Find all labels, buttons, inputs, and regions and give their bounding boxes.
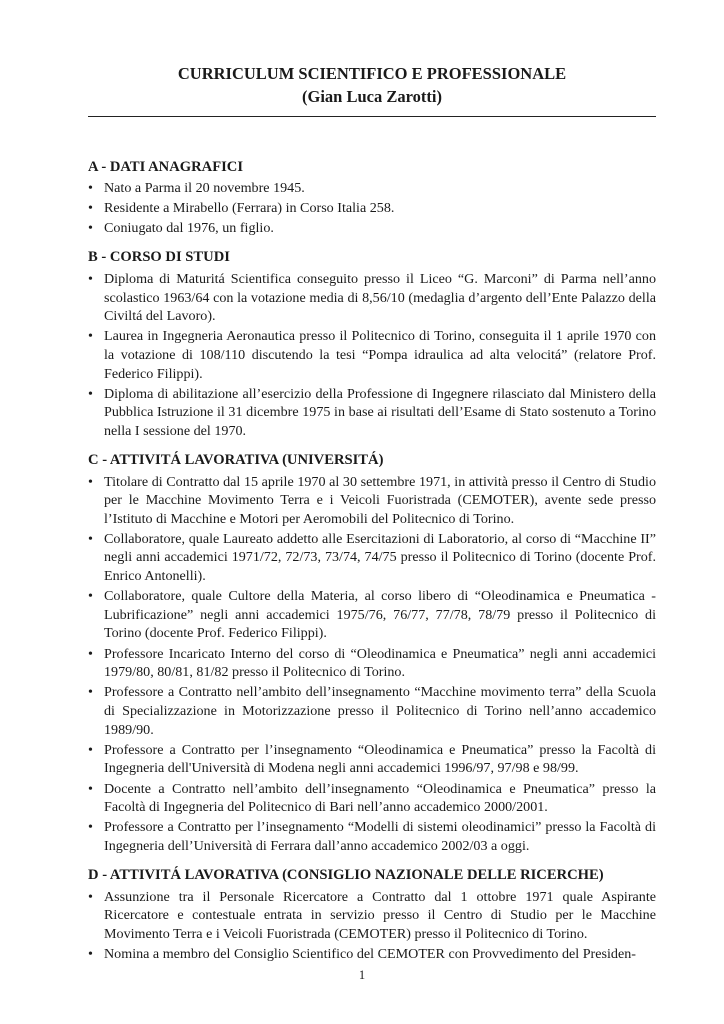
list-item (88, 945, 656, 964)
list-item-text: Titolare di Contratto dal 15 aprile 1970 al 30 settembre 1971, in attività presso il Centro di Studio per le Macchine Movimento Terra e i Veicoli Fuoristrada (CEMOTER), avente sede presso l’Istituto di Macchine e Motori per Aeromobili del Politecnico di Torino. (104, 473, 656, 527)
list-item (88, 199, 656, 218)
bullet-icon: • (88, 530, 93, 547)
list-item (88, 327, 656, 383)
document-subtitle: (Gian Luca Zarotti) (302, 87, 442, 106)
document-title: CURRICULUM SCIENTIFICO E PROFESSIONALE (177, 64, 567, 83)
list-item (88, 219, 656, 238)
list-item-text: Assunzione tra il Personale Ricercatore a Contratto dal 1 ottobre 1971 quale Aspirante Ricercatore e contestuale entrata in servizio presso il Centro di Studio per le Macchine Movimento Terra e i Veicoli Fuoristrada (CEMOTER) presso il Politecnico di Torino. (104, 888, 656, 942)
list-item (88, 683, 656, 739)
section-list (88, 270, 656, 441)
list-item-text: Collaboratore, quale Laureato addetto alle Esercitazioni di Laboratorio, al corso di “Macchine II” negli anni accademici 1971/72, 72/73, 73/74, 74/75 presso il Politecnico di Torino (docente Prof. Enrico Antonelli). (104, 530, 656, 585)
bullet-icon: • (88, 180, 93, 196)
bullet-icon: • (88, 328, 93, 345)
bullet-icon: • (88, 588, 93, 605)
list-item (88, 587, 656, 643)
list-item (88, 741, 656, 778)
list-item-text: Collaboratore, quale Cultore della Materia, al corso libero di “Oleodinamica e Pneumatica - Lubrificazione” negli anni accademici 1975/76, 76/77, 77/78, 78/79 presso il Politecnico di Torino (docente Prof. Federico Filippi). (104, 588, 656, 642)
bullet-icon: • (88, 819, 93, 836)
section-list (88, 888, 656, 964)
list-item (88, 888, 656, 944)
list-item (88, 385, 656, 441)
section-heading-dati-anagrafici: A - DATI ANAGRAFICI (88, 159, 244, 175)
list-item (88, 780, 656, 817)
sections-container (88, 157, 656, 964)
list-item-text: Diploma di abilitazione all’esercizio della Professione di Ingegnere rilasciato dal Ministero della Pubblica Istruzione il 31 dicembre 1975 in base ai risultati dell’Esame di Stato sostenuto a Torino nella I sessione del 1970. (104, 385, 656, 439)
bullet-icon: • (88, 473, 93, 490)
list-item-text: Professore Incaricato Interno del corso di “Oleodinamica e Pneumatica” negli anni accademici 1979/80, 80/81, 81/82 presso il Politecnico di Torino. (104, 645, 656, 681)
list-item-text: Professore a Contratto per l’insegnamento “Modelli di sistemi oleodinamici” presso la Facoltà di Ingegneria dell’Università di Ferrara dall’anno accademico 2002/03 a oggi. (104, 819, 656, 854)
list-item (88, 179, 656, 198)
page-number: 1 (358, 968, 366, 982)
section-heading-attivita-cnr: D - ATTIVITÁ LAVORATIVA (CONSIGLIO NAZIONALE DELLE RICERCHE) (88, 866, 604, 883)
bullet-icon: • (88, 684, 93, 701)
title-divider (88, 116, 656, 117)
list-item-text: Nomina a membro del Consiglio Scientifico del CEMOTER con Provvedimento del Presiden- (104, 945, 636, 962)
list-item-text: Nato a Parma il 20 novembre 1945. (104, 180, 305, 196)
bullet-icon: • (88, 780, 93, 797)
list-item-text: Diploma di Maturitá Scientifica conseguito presso il Liceo “G. Marconi” di Parma nell’anno scolastico 1963/64 con la votazione media di 8,56/10 (medaglia d’argento dell’Ente Palazzo della Civiltá del Lavoro). (104, 270, 656, 325)
bullet-icon: • (88, 385, 93, 402)
bullet-icon: • (88, 220, 93, 237)
section-list (88, 179, 656, 238)
list-item-text: Professore a Contratto per l’insegnamento “Oleodinamica e Pneumatica” presso la Facoltà di Ingegneria dell'Università di Modena negli anni accademici 1996/97, 97/98 e 98/99. (104, 741, 656, 777)
bullet-icon: • (88, 741, 93, 758)
list-item-text: Professore a Contratto nell’ambito dell’insegnamento “Macchine movimento terra” della Scuola di Specializzazione in Motorizzazione presso il Politecnico di Torino nell’anno accademico 1989/90. (104, 684, 656, 738)
bullet-icon: • (88, 945, 93, 962)
list-item-text: Coniugato dal 1976, un figlio. (104, 220, 274, 237)
bullet-icon: • (88, 888, 93, 905)
list-item-text: Docente a Contratto nell’ambito dell’insegnamento “Oleodinamica e Pneumatica” presso la Facoltà di Ingegneria del Politecnico di Bari nell’anno accademico 2000/2001. (104, 780, 656, 816)
list-item (88, 645, 656, 682)
document-page (88, 62, 656, 965)
bullet-icon: • (88, 200, 93, 217)
bullet-icon: • (88, 645, 93, 662)
list-item-text: Residente a Mirabello (Ferrara) in Corso Italia 258. (104, 200, 395, 217)
section-list (88, 473, 656, 856)
list-item (88, 473, 656, 529)
list-item-text: Laurea in Ingegneria Aeronautica presso il Politecnico di Torino, conseguita il 1 aprile 1970 con la votazione di 108/110 discutendo la tesi “Pompa idraulica ad alta velocitá” (relatore Prof. Federico Filippi). (104, 328, 656, 382)
section-heading-attivita-universita: C - ATTIVITÁ LAVORATIVA (UNIVERSITÁ) (88, 451, 384, 468)
list-item (88, 270, 656, 326)
section-heading-corso-di-studi: B - CORSO DI STUDI (88, 248, 230, 265)
list-item (88, 818, 656, 855)
bullet-icon: • (88, 270, 93, 287)
list-item (88, 530, 656, 586)
